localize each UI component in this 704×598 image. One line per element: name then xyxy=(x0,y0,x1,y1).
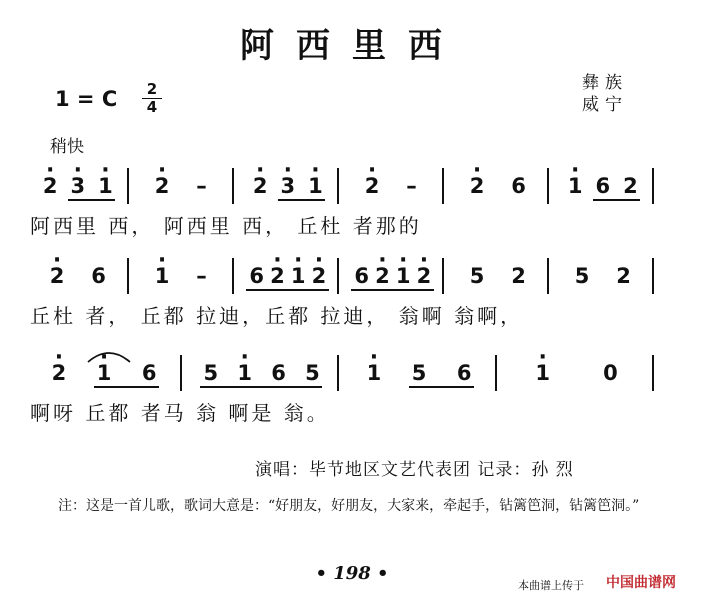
score-row xyxy=(28,168,668,248)
note: · 1 xyxy=(367,361,382,385)
beam-underline xyxy=(351,289,433,291)
note: 5 xyxy=(469,264,485,288)
note: · 2 xyxy=(417,264,432,288)
bar-line xyxy=(547,168,549,204)
bar-line xyxy=(652,168,654,204)
note: · 1 xyxy=(308,174,323,198)
note: – xyxy=(196,174,207,198)
bar-line xyxy=(495,355,497,391)
note: 2 xyxy=(511,264,526,288)
score-row xyxy=(28,355,668,435)
note: 5 xyxy=(203,361,219,385)
note: – xyxy=(406,174,417,198)
note: · 2 xyxy=(155,174,170,198)
key-signature: 1 = C xyxy=(55,87,118,111)
bar-line xyxy=(442,258,444,294)
note: 2 xyxy=(616,264,631,288)
note: · 2 xyxy=(270,264,285,288)
note: 6 xyxy=(456,361,472,385)
note: 6 xyxy=(141,361,157,385)
bar-line xyxy=(337,258,339,294)
note: 6 xyxy=(511,174,526,198)
note: · 1 xyxy=(97,361,112,385)
lyrics-line: 丘杜 者， 丘都 拉迪，丘都 拉迪， 翁啊 翁啊， xyxy=(30,304,524,328)
note: 6 xyxy=(271,361,286,385)
bar-line xyxy=(232,258,234,294)
origin-info xyxy=(582,72,628,116)
note: · 2 xyxy=(253,174,268,198)
song-title: 阿西里西 xyxy=(240,26,464,66)
note: 6 xyxy=(354,264,369,288)
time-denominator: 4 xyxy=(146,98,158,116)
note: · 1 xyxy=(98,174,113,198)
bar-line xyxy=(337,355,339,391)
page-number: • 198 • xyxy=(315,563,389,584)
note: 0 xyxy=(603,361,618,385)
time-signature xyxy=(142,82,162,115)
bar-line xyxy=(127,258,129,294)
note: 5 xyxy=(574,264,590,288)
bar-line xyxy=(442,168,444,204)
note: · 1 xyxy=(535,361,550,385)
footnote: 注：这是一首儿歌，歌词大意是：“好朋友，好朋友，大家来，牵起手，钻篱笆洞，钻篱笆洞。” xyxy=(58,498,640,514)
note: · 2 xyxy=(50,264,65,288)
note: · 1 xyxy=(291,264,306,288)
credits: 演唱：毕节地区文艺代表团 记录：孙 烈 xyxy=(255,460,574,480)
note: · 3 xyxy=(71,174,86,198)
bar-line xyxy=(652,258,654,294)
ethnicity: 彝族 xyxy=(582,73,628,93)
note: · 2 xyxy=(43,174,58,198)
note: · 1 xyxy=(155,264,170,288)
slur-mark xyxy=(84,348,134,364)
beam-underline xyxy=(409,386,474,388)
note: 6 xyxy=(249,264,264,288)
beam-underline xyxy=(246,289,328,291)
time-numerator: 2 xyxy=(146,80,158,98)
bar-line xyxy=(547,258,549,294)
note: 6 xyxy=(91,264,106,288)
region: 威宁 xyxy=(582,95,628,115)
lyrics-line: 阿西里 西， 阿西里 西， 丘杜 者那的 xyxy=(30,214,422,238)
note: 6 xyxy=(595,174,611,198)
bar-line xyxy=(127,168,129,204)
beam-underline xyxy=(593,199,641,201)
bar-line xyxy=(180,355,182,391)
bar-line xyxy=(337,168,339,204)
score-row xyxy=(28,258,668,338)
note: 5 xyxy=(411,361,427,385)
site-brand-logo[interactable]: 中国曲谱网 xyxy=(606,575,676,591)
beam-underline xyxy=(94,386,159,388)
bar-line xyxy=(652,355,654,391)
note: · 3 xyxy=(281,174,296,198)
note: · 1 xyxy=(396,264,411,288)
tempo-marking: 稍快 xyxy=(50,137,84,157)
lyrics-line: 啊呀 丘都 者马 翁 啊是 翁。 xyxy=(30,401,330,425)
note: 5 xyxy=(305,361,320,385)
bar-line xyxy=(232,168,234,204)
note: · 2 xyxy=(365,174,380,198)
note: 2 xyxy=(623,174,638,198)
upload-note: 本曲谱上传于 xyxy=(518,579,584,592)
note: · 2 xyxy=(470,174,485,198)
note: – xyxy=(196,264,207,288)
beam-underline xyxy=(278,199,326,201)
note: · 1 xyxy=(568,174,583,198)
beam-underline xyxy=(200,386,322,388)
note: · 2 xyxy=(52,361,67,385)
beam-underline xyxy=(68,199,116,201)
note: · 2 xyxy=(375,264,390,288)
note: · 2 xyxy=(312,264,327,288)
note: · 1 xyxy=(237,361,252,385)
